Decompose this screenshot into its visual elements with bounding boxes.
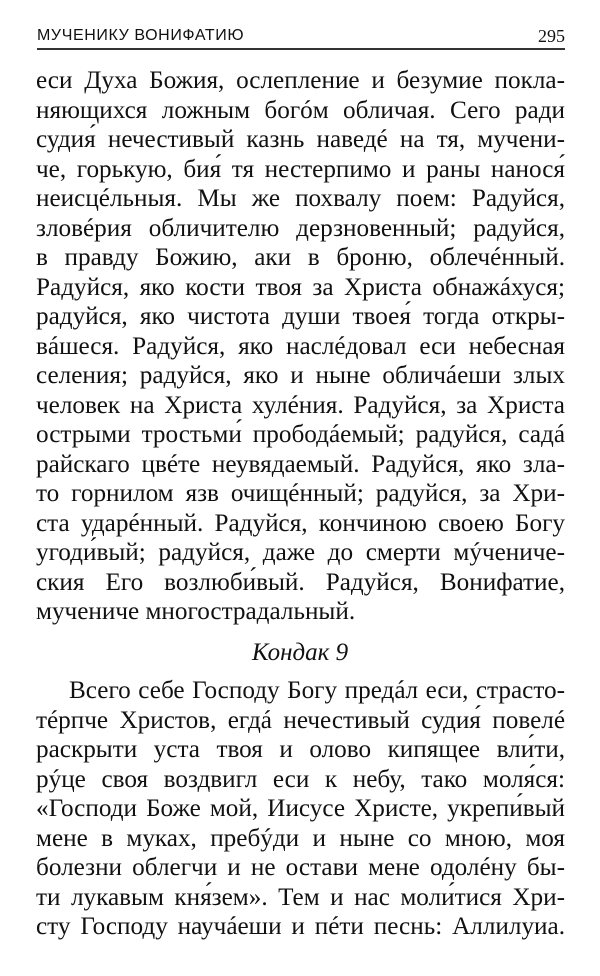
text-line: зловéрия обличителю дерзновенный; радуйся,: [36, 214, 565, 242]
text-line: че, горькую, бия́ тя нестерпимо и раны нанося́: [36, 155, 565, 183]
text-line: острыми тростьми́ прободáемый; радуйся, садá: [36, 421, 565, 448]
text-line: Радуйся, яко кости твоя за Христа обнажáхуся;: [36, 273, 565, 301]
text-line: вáшеся. Радуйся, яко наслéдовал еси небесная: [36, 332, 565, 360]
text-line: мучениче многострадальный.: [36, 598, 356, 625]
text-line: Всего себе Господу Богу предáл еси, страсто-: [69, 677, 565, 704]
text-line: ста ударéнный. Радуйся, кончиною своею Богу: [36, 509, 565, 537]
text-line: еси Духа Божия, ослепление и безумие покла-: [36, 67, 565, 94]
page-number: 295: [538, 26, 565, 46]
text-line: тéрпче Христов, егдá нечестивый судия́ повелé: [36, 706, 565, 734]
text-line: рýце своя воздвигл еси к небу, тако моля́ся:: [36, 765, 565, 793]
text-line: сту Господу научáеши и пéти песнь: Аллилуиа.: [36, 913, 565, 940]
kontakion-paragraph: [36, 676, 565, 942]
text-line: судия́ нечестивый казнь наведé на тя, мучени-: [36, 126, 565, 153]
text-line: угоди́вый; радуйся, даже до смерти мýчениче-: [36, 539, 565, 566]
text-line: «Господи Боже мой, Иисусе Христе, укрепи́вый: [36, 795, 565, 822]
text-line: неисцéльныя. Мы же похвалу поем: Радуйся,: [36, 185, 565, 212]
text-line: няющихся ложным богóм обличая. Сего ради: [36, 96, 565, 124]
section-heading-kontakion: Кондак 9: [251, 639, 349, 666]
running-head: [37, 26, 565, 50]
text-line: мене в муках, пребýди и ныне со мною, моя: [36, 824, 565, 852]
text-line: райскаго цвéте неувядаемый. Радуйся, яко зла-: [36, 450, 565, 478]
text-line: радуйся, яко чистота души твоея́ тогда откры-: [36, 303, 565, 330]
running-title: МУЧЕНИКУ ВОНИФАТИЮ: [37, 27, 245, 44]
text-line: человек на Христа хулéния. Радуйся, за Христа: [36, 391, 565, 419]
text-line: болезни облегчи и не остави мене одолéну бы-: [36, 854, 565, 881]
text-line: раскрыти уста твоя и олово кипящее вли́ти,: [36, 736, 565, 763]
akathist-ikos-paragraph: [36, 66, 565, 627]
text-line: в правду Божию, аки в броню, облечéнный.: [36, 244, 565, 271]
text-line: то горнилом язв очищéнный; радуйся, за Хри-: [36, 480, 565, 507]
text-line: ти лукавым кня́зем». Тем и нас моли́тися Хри-: [36, 883, 565, 911]
text-line: ския Его возлюби́вый. Радуйся, Вонифатие,: [36, 568, 565, 596]
text-line: селения; радуйся, яко и ныне обличáеши злых: [36, 362, 565, 389]
